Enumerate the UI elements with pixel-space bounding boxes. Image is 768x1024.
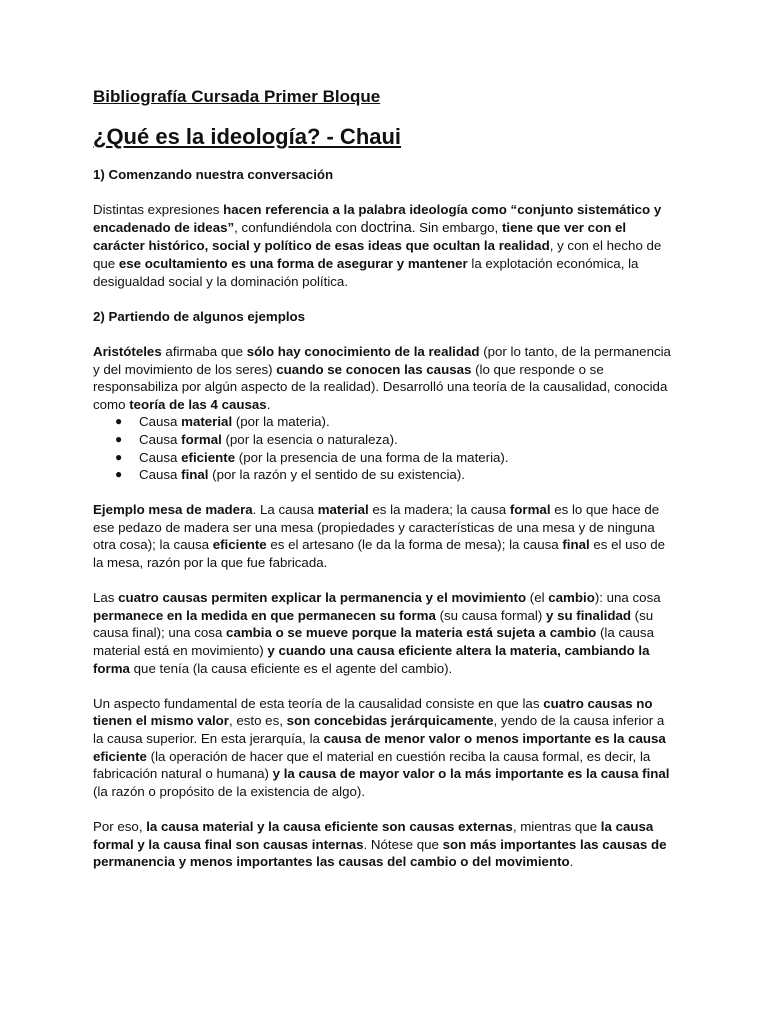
bullet-icon: ● — [115, 467, 123, 482]
bullet-icon: ● — [115, 449, 123, 464]
four-causes-paragraph: Las cuatro causas permiten explicar la permanencia y el movimiento (el cambio): una cosa permanece en la medida en que permanecen su forma (su causa formal) y su finalidad (su causa final); una cosa cambia o se mueve porque la materia está sujeta a cambio (la causa material está en movimiento) y cuando una causa eficiente altera la materia, cambiando la forma que tenía (la causa eficiente es el agente del cambio). — [93, 590, 661, 676]
document-title: ¿Qué es la ideología? - Chaui — [93, 124, 402, 149]
hierarchy-paragraph: Un aspecto fundamental de esta teoría de la causalidad consiste en que las cuatro causas no tienen el mismo valor, esto es, son concebidas jerárquicamente, yendo de la causa inferior a la causa superior. En esta jerarquía, la causa de menor valor o menos importante es la causa eficiente (la operación de hacer que el material en cuestión reciba la causa formal, es decir, la fabricación natural o humana) y la causa de mayor valor o la más importante es la causa final (la razón o propósito de la existencia de algo). — [93, 695, 670, 799]
aristotle-paragraph: Aristóteles afirmaba que sólo hay conocimiento de la realidad (por lo tanto, de la permanencia y del movimiento de los seres) cuando se conocen las causas (lo que responde o se responsabiliza por algún aspecto de la realidad). Desarrolló una teoría de la causalidad, conocida como teoría de las 4 causas. — [93, 343, 671, 412]
list-item: ● Causa formal (por la esencia o naturaleza). — [115, 431, 398, 447]
section-1-paragraph: Distintas expresiones hacen referencia a la palabra ideología como “conjunto sistemático y encadenado de ideas”, confundiéndola con doctrina. Sin embargo, tiene que ver con el carácter histórico, social y político de esas ideas que ocultan la realidad, y con el hecho de que ese ocultamiento es una forma de asegurar y mantener la explotación económica, la desigualdad social y la dominación política. — [93, 202, 662, 289]
section-1-heading: 1) Comenzando nuestra conversación — [93, 167, 334, 182]
list-item: ● Causa eficiente (por la presencia de una forma de la materia). — [115, 449, 509, 465]
bullet-icon: ● — [115, 414, 123, 429]
four-causes-list — [93, 413, 676, 483]
list-item: ● Causa material (por la materia). — [115, 414, 330, 430]
conclusion-paragraph: Por eso, la causa material y la causa eficiente son causas externas, mientras que la causa formal y la causa final son causas internas. Nótese que son más importantes las causas de permanencia y menos importantes las causas del cambio o del movimiento. — [93, 818, 667, 870]
list-item: ● Causa final (por la razón y el sentido de su existencia). — [115, 467, 465, 483]
bullet-icon: ● — [115, 431, 123, 446]
document-heading: Bibliografía Cursada Primer Bloque — [93, 87, 381, 106]
section-2-heading: 2) Partiendo de algunos ejemplos — [93, 308, 306, 324]
table-example-paragraph: Ejemplo mesa de madera. La causa material es la madera; la causa formal es lo que hace de ese pedazo de madera ser una mesa (propiedades y características de una mesa y de ninguna otra cosa); la causa eficiente es el artesano (le da la forma de mesa); la causa final es el uso de la mesa, razón por la que fue fabricada. — [93, 502, 666, 571]
